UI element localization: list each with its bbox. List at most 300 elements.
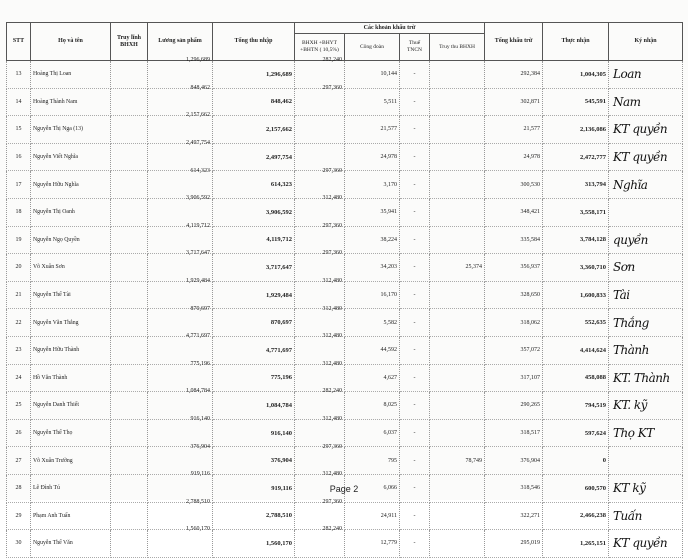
row-stt [7,61,31,89]
row-tong-thu-nhap-value: 2,157,662 [266,125,292,133]
table-row [7,447,683,475]
row-signature [609,226,683,254]
row-name [31,88,111,116]
row-tong-khau-tru-value: 318,062 [520,319,541,326]
header-thue: Thuế TNCN [400,34,430,61]
row-luong-value: 870,697 [190,305,210,312]
row-luong-value: 4,119,712 [186,222,210,229]
header-stt: STT [7,23,31,61]
row-stt-value: 13 [15,71,22,78]
row-truy-linh [111,254,148,282]
row-tong-thu-nhap [213,116,295,144]
row-thuc-nhan-value: 3,360,710 [580,263,607,271]
row-thuc-nhan-value: 1,004,305 [580,70,607,78]
row-cong-doan-value: 5,511 [383,98,397,105]
table-row [7,198,683,226]
row-truy-thu [430,309,485,337]
row-cong-doan-value: 34,203 [380,264,397,271]
row-thue-value: - [413,457,416,464]
row-name [31,171,111,199]
row-tong-khau-tru [485,61,543,89]
row-luong [148,440,213,468]
row-cong-doan-value: 8,025 [383,402,397,409]
row-tong-thu-nhap [213,392,295,420]
row-tong-thu-nhap [213,502,295,530]
row-tong-khau-tru [485,88,543,116]
row-luong [148,412,213,440]
row-signature [609,198,683,226]
row-truy-thu [430,61,485,89]
header-deductions: Các khoản khấu trừ [295,23,485,34]
row-stt [7,254,31,282]
row-signature [609,530,683,558]
row-tong-thu-nhap-value: 919,116 [271,484,292,492]
row-name [31,419,111,447]
row-bhxh [295,164,345,192]
row-thue [400,226,430,254]
table-row [7,364,683,392]
row-tong-thu-nhap-value: 1,560,170 [266,539,292,547]
row-cong-doan [345,364,400,392]
row-thuc-nhan-value: 0 [602,457,607,465]
row-signature [609,171,683,199]
row-name-value: Võ Xuân Trường [33,457,73,464]
row-truy-linh [111,88,148,116]
row-bhxh [295,329,345,357]
row-thue-value: - [413,540,416,547]
row-thue-value: - [413,347,416,354]
row-truy-linh [111,336,148,364]
header-tong-khau-tru: Tổng khấu trừ [485,23,543,61]
row-bhxh-value: 297,360 [322,167,342,174]
row-tong-thu-nhap-value: 4,771,697 [266,346,292,354]
row-tong-khau-tru-value: 318,546 [520,485,541,492]
row-stt [7,447,31,475]
row-name [31,143,111,171]
row-stt-value: 14 [15,98,22,105]
row-signature [609,143,683,171]
row-tong-khau-tru [485,447,543,475]
row-tong-thu-nhap-value: 916,140 [270,429,292,437]
row-stt-value: 29 [15,512,22,519]
row-bhxh-value: 312,480 [322,333,342,340]
row-stt [7,530,31,558]
table-row [7,171,683,199]
row-bhxh [295,523,345,551]
row-stt [7,419,31,447]
row-name-value: Nguyễn Thị Oanh [33,209,75,216]
row-thue-value: - [413,181,416,188]
row-name [31,198,111,226]
row-tong-khau-tru [485,226,543,254]
row-thuc-nhan-value: 552,635 [584,319,607,327]
row-thuc-nhan-value: 313,794 [584,181,607,189]
table-row [7,254,683,282]
row-tong-thu-nhap-value: 1,084,784 [266,401,292,409]
row-thue [400,116,430,144]
row-tong-thu-nhap-value: 3,717,647 [266,263,292,271]
row-luong-value: 2,157,662 [186,112,210,119]
row-cong-doan-value: 6,037 [383,430,397,437]
row-name-value: Võ Xuân Sơn [33,264,65,271]
row-truy-linh [111,226,148,254]
row-signature-value: Nam [613,94,641,109]
row-thue-value: - [413,236,416,243]
row-cong-doan-value: 6,066 [383,485,397,492]
row-thue [400,419,430,447]
row-tong-khau-tru [485,116,543,144]
row-bhxh-value: 312,480 [322,471,342,478]
row-thuc-nhan [543,530,609,558]
row-thuc-nhan [543,61,609,89]
row-tong-khau-tru-value: 328,650 [520,292,541,299]
row-tong-khau-tru-value: 24,978 [523,154,541,161]
row-name-value: Nguyễn Thị Nga (13) [33,126,83,133]
row-name-value: Nguyễn Viết Nghĩa [33,154,78,161]
row-tong-thu-nhap [213,419,295,447]
row-cong-doan [345,88,400,116]
row-bhxh [295,440,345,468]
header-truy-thu: Truy thu BHXH [430,34,485,61]
row-stt [7,116,31,144]
row-signature-value: KT quyền [613,122,668,137]
row-luong-value: 376,904 [190,443,210,450]
row-stt [7,198,31,226]
row-cong-doan-value: 21,577 [380,126,397,133]
header-truy-linh: Truy lĩnh BHXH [111,23,148,61]
row-tong-thu-nhap [213,309,295,337]
row-truy-linh [111,116,148,144]
row-tong-thu-nhap [213,530,295,558]
row-tong-thu-nhap-value: 848,462 [270,98,292,106]
row-tong-khau-tru [485,309,543,337]
row-name [31,281,111,309]
row-luong [148,274,213,302]
row-thue-value: - [413,264,416,271]
row-tong-khau-tru-value: 302,871 [520,98,541,105]
row-tong-khau-tru-value: 318,517 [520,430,541,437]
row-stt-value: 17 [15,181,22,188]
row-name [31,502,111,530]
row-truy-thu [430,226,485,254]
row-bhxh [295,191,345,219]
row-tong-thu-nhap [213,61,295,89]
row-tong-khau-tru-value: 21,577 [523,126,541,133]
row-thuc-nhan [543,309,609,337]
row-tong-khau-tru [485,281,543,309]
row-luong-value: 3,717,647 [186,250,210,257]
row-signature [609,61,683,89]
row-bhxh-value: 282,240 [322,388,342,395]
row-name-value: Nguyễn Ngọ Quyền [33,236,80,243]
row-tong-thu-nhap-value: 3,906,592 [266,208,292,216]
row-bhxh [295,109,345,137]
table-row [7,530,683,558]
row-thuc-nhan-value: 600,570 [584,484,607,492]
row-thuc-nhan-value: 794,519 [584,401,607,409]
row-signature-value: KT. kỹ [613,398,647,413]
row-thuc-nhan [543,254,609,282]
table-row [7,61,683,89]
row-tong-khau-tru-value: 356,937 [520,264,541,271]
row-bhxh [295,495,345,523]
row-tong-thu-nhap-value: 4,119,712 [266,236,292,244]
row-cong-doan-value: 44,592 [380,347,397,354]
row-signature-value: Thành [613,343,649,358]
row-luong-value: 919,116 [190,471,210,478]
table-row [7,336,683,364]
row-cong-doan-value: 24,911 [380,512,397,519]
row-thue-value: - [413,98,416,105]
row-cong-doan [345,226,400,254]
row-cong-doan-value: 35,941 [380,209,397,216]
row-luong [148,191,213,219]
row-luong-value: 2,788,510 [186,498,210,505]
row-bhxh [295,136,345,164]
row-luong [148,495,213,523]
row-cong-doan-value: 38,224 [380,236,397,243]
row-thue [400,281,430,309]
row-stt [7,171,31,199]
row-tong-thu-nhap [213,447,295,475]
row-signature-value: KT quyền [613,536,668,551]
row-truy-thu [430,171,485,199]
row-tong-thu-nhap-value: 1,296,689 [266,70,292,78]
row-truy-linh [111,198,148,226]
row-tong-khau-tru [485,336,543,364]
row-thuc-nhan-value: 2,466,238 [580,512,607,520]
row-thuc-nhan [543,392,609,420]
row-thuc-nhan-value: 597,624 [584,429,607,437]
row-luong [148,109,213,137]
row-signature [609,419,683,447]
row-luong [148,247,213,275]
row-luong-value: 4,771,697 [186,333,210,340]
row-thue [400,447,430,475]
row-tong-thu-nhap [213,336,295,364]
row-thuc-nhan-value: 2,136,086 [580,125,607,133]
row-thue [400,88,430,116]
row-stt [7,143,31,171]
row-thue-value: - [413,512,416,519]
row-tong-khau-tru-value: 376,904 [520,457,541,464]
row-thuc-nhan-value: 2,472,777 [580,153,607,161]
row-truy-linh [111,392,148,420]
row-tong-khau-tru-value: 322,271 [520,512,541,519]
row-thue [400,392,430,420]
row-luong-value: 1,296,689 [186,57,210,64]
row-luong [148,357,213,385]
row-stt-value: 25 [15,402,22,409]
row-thue-value: - [413,71,416,78]
row-truy-thu [430,116,485,144]
header-ky-nhan: Ký nhận [609,23,683,61]
row-tong-thu-nhap [213,143,295,171]
row-tong-thu-nhap-value: 1,929,484 [266,291,292,299]
row-signature [609,502,683,530]
row-name-value: Nguyễn Hữu Nghĩa [33,181,79,188]
row-name [31,392,111,420]
row-thuc-nhan [543,116,609,144]
row-thuc-nhan [543,364,609,392]
row-thuc-nhan [543,419,609,447]
row-thue [400,530,430,558]
row-tong-khau-tru-value: 300,530 [520,181,541,188]
row-thuc-nhan [543,447,609,475]
row-tong-khau-tru [485,530,543,558]
row-name [31,61,111,89]
row-bhxh [295,412,345,440]
row-truy-linh [111,61,148,89]
row-thue [400,364,430,392]
table-row [7,226,683,254]
row-luong [148,329,213,357]
row-stt [7,502,31,530]
row-stt-value: 18 [15,209,22,216]
row-thuc-nhan-value: 4,414,624 [580,346,607,354]
row-name-value: Phạm Anh Tuấn [33,512,71,519]
row-signature-value: Tuấn [613,508,642,523]
row-truy-thu [430,281,485,309]
row-thue [400,61,430,89]
row-luong-value: 916,140 [190,416,210,423]
header-tong-thu-nhap: Tổng thu nhập [213,23,295,61]
row-thuc-nhan-value: 545,591 [584,98,607,106]
row-stt-value: 23 [15,347,22,354]
row-thue [400,502,430,530]
row-thuc-nhan [543,198,609,226]
row-truy-thu [430,447,485,475]
row-tong-khau-tru [485,171,543,199]
row-stt-value: 24 [15,374,22,381]
row-name-value: Nguyễn Danh Thiết [33,402,79,409]
row-signature [609,309,683,337]
row-bhxh [295,274,345,302]
row-thuc-nhan-value: 1,600,833 [580,291,607,299]
row-bhxh-value: 312,480 [322,195,342,202]
row-cong-doan [345,143,400,171]
row-signature-value: Nghĩa [613,177,648,192]
row-thue [400,309,430,337]
row-bhxh-value: 297,360 [322,222,342,229]
row-cong-doan-value: 16,170 [380,292,397,299]
row-tong-khau-tru-value: 357,072 [520,347,541,354]
row-signature-value: KT. Thành [613,370,670,385]
row-cong-doan-value: 3,170 [383,181,397,188]
row-stt [7,88,31,116]
row-stt-value: 22 [15,319,22,326]
row-tong-khau-tru [485,502,543,530]
row-bhxh [295,54,345,82]
row-cong-doan [345,419,400,447]
row-signature-value: Thọ KT [613,426,654,441]
row-name [31,447,111,475]
row-luong [148,523,213,551]
row-thue-value: - [413,402,416,409]
row-stt [7,336,31,364]
table-row [7,88,683,116]
row-signature-value: Sơn [613,260,635,275]
row-name-value: Lê Đình Tú [33,485,60,492]
row-name-value: Hoàng Thành Nam [33,98,78,105]
row-signature [609,364,683,392]
table-row [7,281,683,309]
row-luong [148,81,213,109]
row-stt-value: 19 [15,236,22,243]
row-tong-thu-nhap-value: 2,497,754 [266,153,292,161]
row-thue-value: - [413,209,416,216]
row-tong-thu-nhap-value: 870,697 [270,319,292,327]
row-signature [609,116,683,144]
page-number: Page 2 [329,484,359,494]
row-truy-linh [111,364,148,392]
row-stt-value: 16 [15,154,22,161]
table-row [7,309,683,337]
row-tong-thu-nhap-value: 376,904 [270,457,292,465]
row-name [31,336,111,364]
row-thue-value: - [413,374,416,381]
row-thuc-nhan [543,171,609,199]
header-bhxh: BHXH +BHYT +BHTN ( 10,5%) [295,34,345,61]
header-name: Họ và tên [31,23,111,61]
row-name [31,530,111,558]
row-cong-doan [345,116,400,144]
row-tong-thu-nhap [213,88,295,116]
row-cong-doan [345,61,400,89]
header-luong-sp: Lương sản phẩm [148,23,213,61]
row-bhxh [295,302,345,330]
row-cong-doan [345,309,400,337]
row-truy-thu [430,143,485,171]
row-truy-thu-value: 25,374 [465,264,483,271]
row-signature-value: Tài [613,288,630,303]
row-bhxh-value: 297,360 [322,498,342,505]
row-cong-doan-value: 5,582 [383,319,397,326]
row-bhxh-value: 282,240 [322,526,342,533]
row-tong-khau-tru-value: 292,384 [520,71,541,78]
row-tong-khau-tru [485,419,543,447]
row-bhxh [295,219,345,247]
row-luong [148,302,213,330]
row-bhxh-value: 297,360 [322,250,342,257]
row-cong-doan [345,198,400,226]
row-cong-doan [345,447,400,475]
row-name [31,226,111,254]
row-bhxh [295,357,345,385]
row-thuc-nhan [543,336,609,364]
row-signature-value: Thắng [613,315,649,330]
row-thue-value: - [413,126,416,133]
row-luong [148,219,213,247]
row-tong-thu-nhap [213,364,295,392]
row-truy-linh [111,502,148,530]
row-cong-doan [345,171,400,199]
row-truy-linh [111,419,148,447]
row-thuc-nhan-value: 3,784,128 [580,236,607,244]
row-signature-value: quyền [613,232,648,247]
row-signature-value: Loan [613,67,642,82]
row-truy-linh [111,171,148,199]
row-stt-value: 20 [15,264,22,271]
table-row [7,392,683,420]
row-luong [148,54,213,82]
row-truy-linh [111,143,148,171]
table-row [7,502,683,530]
row-bhxh-value: 312,480 [322,278,342,285]
row-stt [7,392,31,420]
row-thue-value: - [413,292,416,299]
row-thue [400,254,430,282]
